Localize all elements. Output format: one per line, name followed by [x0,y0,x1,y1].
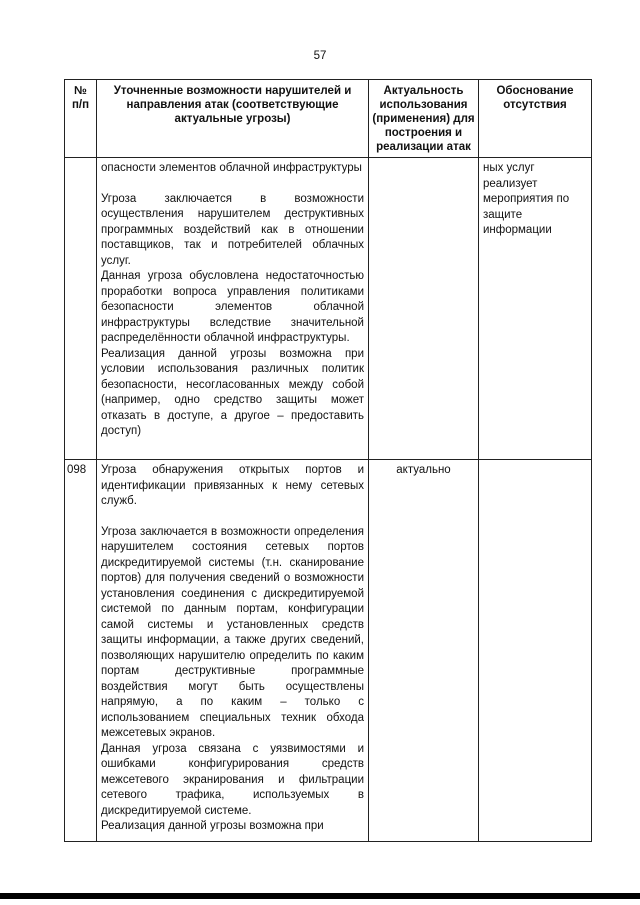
table-row [65,460,592,842]
row-description [97,460,369,842]
row-justification: ных услуг реализует мероприятия по защите информации [479,158,592,460]
description-paragraph: Угроза заключается в возможности определения нарушителем состояния сетевых портов дискредитируемой системы (т.н. сканирование портов) для получения сведений о возможности установления соединения с дискредитируемой системой по данным портам, конфигурации самой системы и установленных средств защиты информации, а также других сведений, позволяющих нарушителю определить по каким портам деструктивные программные воздействия могут быть осуществлены напрямую, а по каким – только с использованием специальных техник обхода межсетевых экранов. [101,525,364,739]
row-number: 098 [65,460,97,842]
page-number: 57 [313,50,327,62]
threats-table [64,79,592,842]
header-capabilities: Уточненные возможности нарушителей и направления атак (соответствующие актуальные угрозы) [97,80,369,158]
row-actuality: актуально [369,460,479,842]
description-paragraph: Реализация данной угрозы возможна при условии использования различных политик безопасности, несогласованных между собой (например, одно средство защиты может отказать в доступе, а другое – предоставить доступ) [101,347,364,437]
row-justification [479,460,592,842]
description-paragraph: Данная угроза обусловлена недостаточностью проработки вопроса управления политиками безопасности элементов облачной инфраструктуры вследствие значительной распределённости облачной инфраструктуры. [101,270,364,344]
header-actuality: Актуальность использования (применения) для построения и реализации атак [369,80,479,158]
table-row [65,158,592,460]
description-paragraph: Данная угроза связана с уязвимостями и ошибками конфигурирования средств межсетевого экранирования и фильтрации сетевого трафика, используемых в дискредитируемой системе. [101,742,364,817]
row-description [97,158,369,460]
description-paragraph: Угроза обнаружения открытых портов и идентификации привязанных к нему сетевых служб. [101,464,364,507]
row-actuality [369,158,479,460]
header-justification: Обоснование отсутствия [479,80,592,158]
description-paragraph: опасности элементов облачной инфраструктуры [101,162,362,174]
table-header-row [65,80,592,158]
description-paragraph: Реализация данной угрозы возможна при [101,820,324,832]
description-paragraph: Угроза заключается в возможности осуществления нарушителем деструктивных программных воздействий как в отношении поставщиков, так и потребителей облачных услуг. [101,192,364,267]
header-number: № п/п [65,80,97,158]
row-number [65,158,97,460]
bottom-rule [0,893,640,899]
